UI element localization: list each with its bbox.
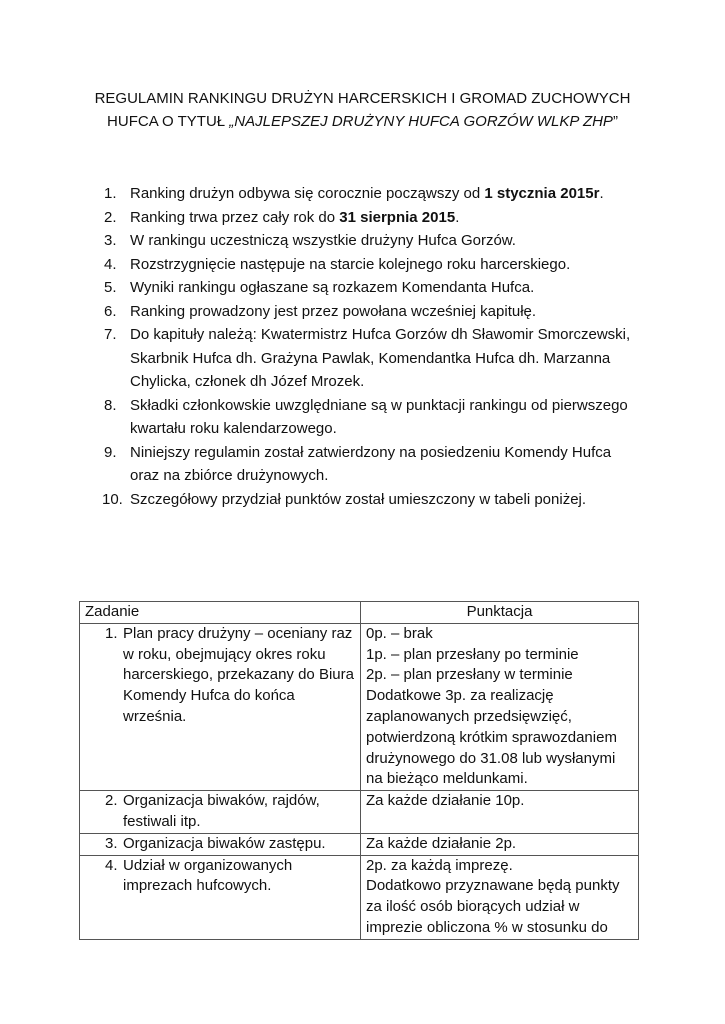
rule-item xyxy=(104,323,644,394)
rule-number: 9. xyxy=(104,443,117,461)
rule-item xyxy=(104,206,644,230)
rule-number: 7. xyxy=(104,326,117,343)
rule-date-end: 31 sierpnia 2015 xyxy=(339,208,456,226)
header-task: Zadanie xyxy=(80,602,361,624)
rule-text: Niniejszy regulamin został zatwierdzony na posiedzeniu Komendy Hufca oraz na zbiórce drużynowych. xyxy=(130,443,612,484)
task-number: 4. xyxy=(105,856,118,874)
task-text: Plan pracy drużyny – oceniany raz w roku, obejmujący okres roku harcerskiego, przekazany do Biura Komendy Hufca do końca września. xyxy=(123,624,354,725)
rule-item xyxy=(104,182,644,206)
rule-text: W rankingu uczestniczą wszystkie drużyny Hufca Gorzów. xyxy=(130,232,516,249)
rule-item xyxy=(104,441,644,488)
rule-number: 3. xyxy=(104,232,117,249)
task-cell xyxy=(80,833,361,855)
table-row xyxy=(80,855,639,939)
rule-item xyxy=(104,394,644,441)
rule-number: 4. xyxy=(104,255,117,273)
header-points: Punktacja xyxy=(361,602,639,624)
points-cell xyxy=(361,623,639,790)
points-line: Dodatkowo przyznawane będą punkty za ilość osób biorących udział w imprezie obliczona % w stosunku do xyxy=(366,877,620,936)
rule-date-start: 1 stycznia 2015r xyxy=(484,185,600,202)
task-text: Udział w organizowanych imprezach hufcowych. xyxy=(123,856,293,895)
rule-number: 8. xyxy=(104,396,117,414)
document-title xyxy=(60,87,665,133)
rule-number: 1. xyxy=(104,185,117,202)
title-line-2 xyxy=(60,110,665,133)
title-line-2-italic: „NAJLEPSZEJ DRUŻYNY HUFCA GORZÓW WLKP ZHP xyxy=(229,113,613,130)
table-header-row xyxy=(80,602,639,624)
rule-text: Składki członkowskie uwzględniane są w punktacji rankingu od pierwszego kwartału roku kalendarzowego. xyxy=(130,396,628,437)
scoring-table xyxy=(79,601,639,940)
task-number: 1. xyxy=(105,624,118,642)
rule-number: 10. xyxy=(102,490,123,508)
rule-number: 5. xyxy=(104,279,117,296)
points-cell xyxy=(361,791,639,834)
table-row xyxy=(80,623,639,790)
points-line: 2p. – plan przesłany w terminie xyxy=(366,666,573,684)
rule-text: Do kapituły należą: Kwatermistrz Hufca Gorzów dh Sławomir Smorczewski, Skarbnik Hufca dh. Grażyna Pawlak, Komendantka Hufca dh. Marzanna Chylicka, członek dh Józef Mrozek. xyxy=(130,326,631,390)
points-line: Za każde działanie 2p. xyxy=(366,834,517,852)
rule-item xyxy=(104,276,644,300)
task-text: Organizacja biwaków zastępu. xyxy=(123,834,326,852)
task-cell xyxy=(80,791,361,834)
task-cell xyxy=(80,623,361,790)
points-line: Za każde działanie 10p. xyxy=(366,792,525,810)
rule-number: 2. xyxy=(104,208,117,226)
title-line-2-suffix: ” xyxy=(612,113,618,130)
task-number: 3. xyxy=(105,834,118,852)
points-line: Dodatkowe 3p. za realizację zaplanowanych przedsięwzięć, potwierdzoną krótkim sprawozdaniem drużynowego do 31.08 lub wysłanymi na bieżąco meldunkami. xyxy=(366,687,617,788)
rule-item xyxy=(104,488,644,512)
rule-text: Rozstrzygnięcie następuje na starcie kolejnego roku harcerskiego. xyxy=(130,255,571,273)
task-cell xyxy=(80,855,361,939)
points-cell xyxy=(361,833,639,855)
rule-text-end: . xyxy=(599,185,604,202)
rule-item xyxy=(104,253,644,277)
points-cell xyxy=(361,855,639,939)
rules-list xyxy=(104,182,644,511)
points-line: 0p. – brak xyxy=(366,624,433,642)
table-row xyxy=(80,833,639,855)
points-line: 2p. za każdą imprezę. xyxy=(366,856,513,874)
table-row xyxy=(80,791,639,834)
points-line: 1p. – plan przesłany po terminie xyxy=(366,645,579,663)
task-text: Organizacja biwaków, rajdów, festiwali itp. xyxy=(123,792,320,830)
rule-text: Ranking trwa przez cały rok do xyxy=(130,208,340,226)
task-number: 2. xyxy=(105,792,118,810)
rule-number: 6. xyxy=(104,302,117,320)
title-line-2-prefix: HUFCA O TYTUŁ xyxy=(107,113,230,130)
rule-item xyxy=(104,229,644,253)
title-line-1: REGULAMIN RANKINGU DRUŻYN HARCERSKICH I GROMAD ZUCHOWYCH xyxy=(94,90,631,107)
rule-text-end: . xyxy=(455,208,460,226)
rule-text: Ranking drużyn odbywa się corocznie począwszy od xyxy=(130,185,485,202)
rule-text: Ranking prowadzony jest przez powołana wcześniej kapitułę. xyxy=(130,302,537,320)
rule-text: Szczegółowy przydział punktów został umieszczony w tabeli poniżej. xyxy=(130,490,587,508)
rule-item xyxy=(104,300,644,324)
rule-text: Wyniki rankingu ogłaszane są rozkazem Komendanta Hufca. xyxy=(130,279,535,296)
